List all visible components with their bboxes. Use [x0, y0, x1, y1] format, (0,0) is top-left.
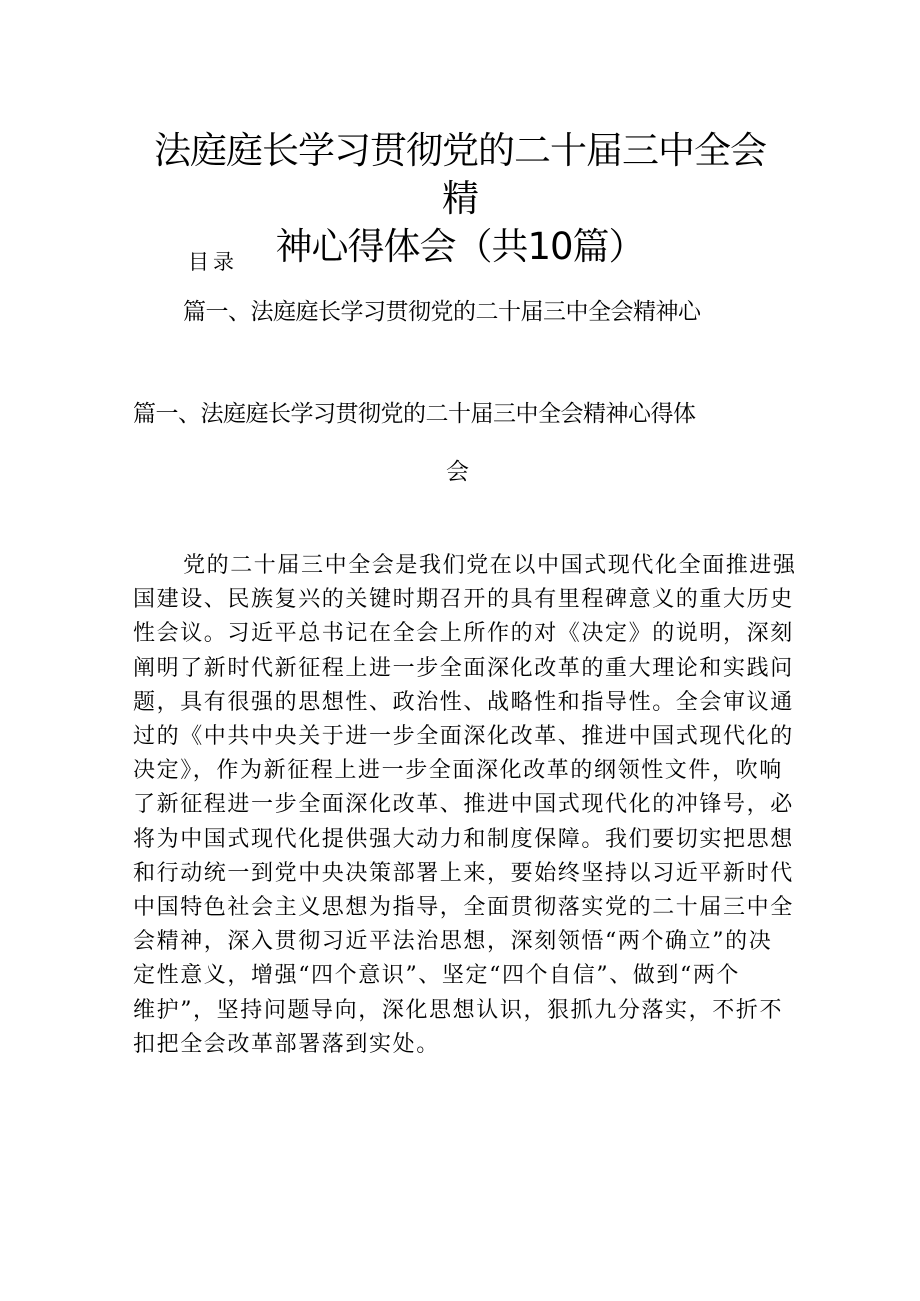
- paragraph-line: 中国特色社会主义思想为指导，全面贯彻落实党的二十届三中全: [133, 895, 794, 921]
- paragraph-line: 维护”，坚持问题导向，深化思想认识，狠抓九分落实，不折不: [133, 997, 784, 1023]
- paragraph-line: 阐明了新时代新征程上进一步全面深化改革的重大理论和实践问: [133, 655, 794, 681]
- paragraph-line: 决定》，作为新征程上进一步全面深化改革的纲领性文件，吹响: [133, 758, 783, 784]
- paragraph-line: 会精神，深入贯彻习近平法治思想，深刻领悟“两个确立”的决: [133, 929, 773, 955]
- paragraph-line: 和行动统一到党中央决策部署上来，要始终坚持以习近平新时代: [133, 860, 794, 886]
- paragraph-line: 题，具有很强的思想性、政治性、战略性和指导性。全会审议通: [133, 689, 794, 715]
- paragraph-line: 性会议。习近平总书记在全会上所作的对《决定》的说明，深刻: [133, 621, 794, 647]
- paragraph-line: 将为中国式现代化提供强大动力和制度保障。我们要切实把思想: [133, 826, 794, 852]
- paragraph-line: 定性意义，增强“四个意识”、坚定“四个自信”、做到“两个: [133, 963, 741, 989]
- section-heading-continuation: 会: [446, 459, 469, 485]
- paragraph-line: 了新征程进一步全面深化改革、推进中国式现代化的冲锋号，必: [133, 792, 794, 818]
- section-heading: 篇一、法庭庭长学习贯彻党的二十届三中全会精神心得体: [133, 401, 696, 427]
- paragraph-line: 扣把全会改革部署落到实处。: [133, 1031, 440, 1057]
- toc-item-1[interactable]: 篇一、法庭庭长学习贯彻党的二十届三中全会精神心: [183, 299, 701, 325]
- document-title-line: 法庭庭长学习贯彻党的二十届三中全会精: [154, 129, 766, 220]
- toc-label: 目录: [188, 250, 238, 274]
- paragraph-line: 过的《中共中央关于进一步全面深化改革、推进中国式现代化的: [133, 724, 794, 750]
- paragraph-line: 国建设、民族复兴的关键时期召开的具有里程碑意义的重大历史: [133, 587, 794, 613]
- document-title-line: 神心得体会（共10篇）: [275, 225, 645, 268]
- paragraph-line: 党的二十届三中全会是我们党在以中国式现代化全面推进强: [183, 553, 797, 578]
- body-paragraph: [133, 549, 797, 1062]
